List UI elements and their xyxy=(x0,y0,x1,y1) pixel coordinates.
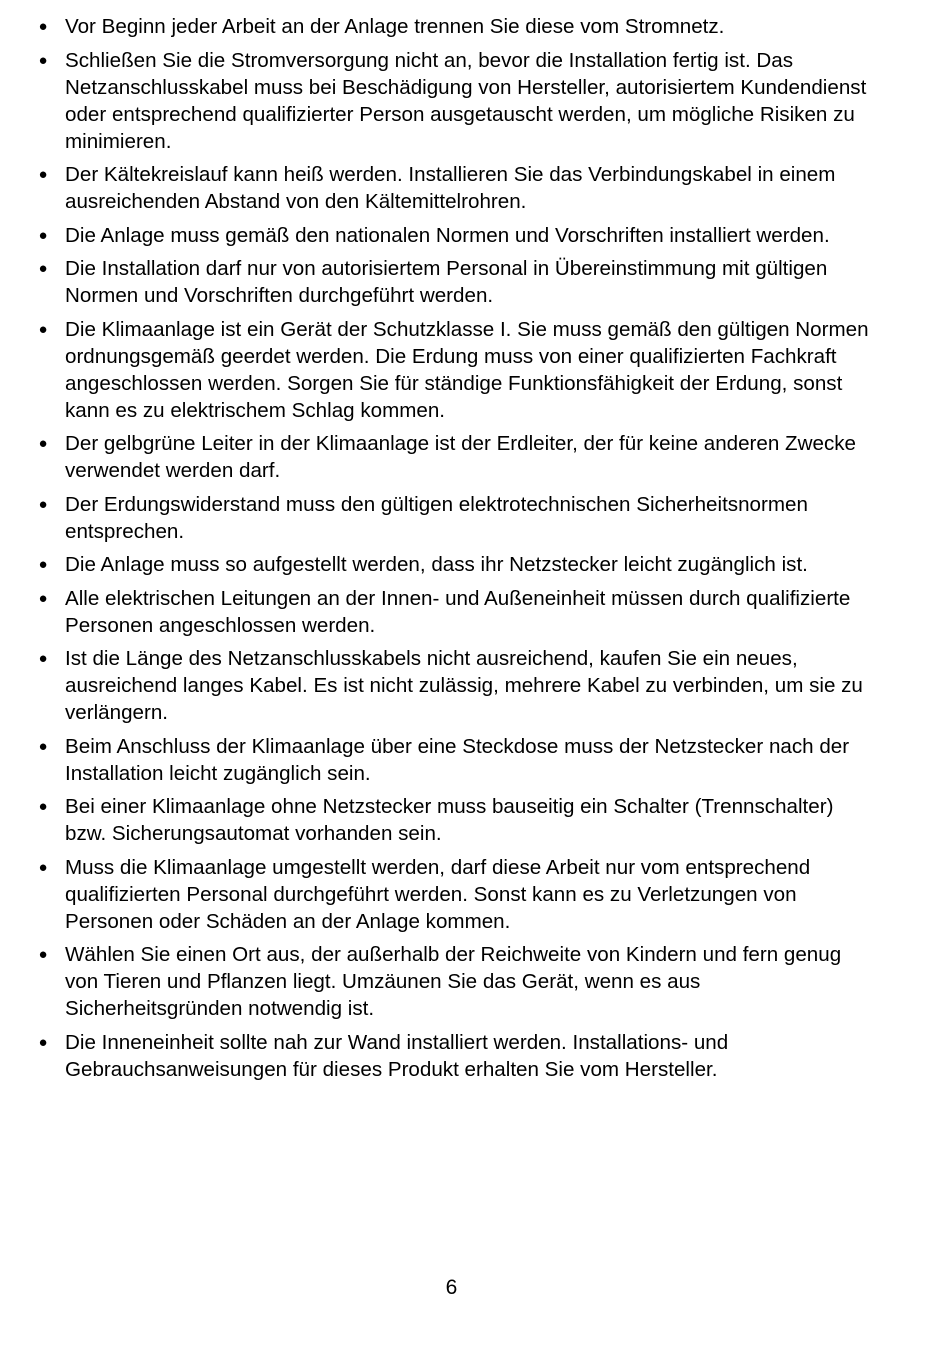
bullet-icon: ● xyxy=(38,556,48,573)
bullet-icon: ● xyxy=(38,737,48,755)
bullet-icon: ● xyxy=(38,858,48,876)
list-item-text: Der gelbgrüne Leiter in der Klimaanlage ist der Erdleiter, der für keine anderen Zwecke verwendet werden darf. xyxy=(65,432,856,482)
list-item-text: Die Anlage muss so aufgestellt werden, dass ihr Netzstecker leicht zugänglich ist. xyxy=(65,553,808,576)
bullet-icon: ● xyxy=(38,650,48,667)
list-item xyxy=(36,645,876,726)
list-item xyxy=(36,491,876,545)
list-item-text: Bei einer Klimaanlage ohne Netzstecker muss bauseitig ein Schalter (Trennschalter) bzw. Sicherungsautomat vorhanden sein. xyxy=(65,795,834,845)
list-item xyxy=(36,854,876,935)
bullet-icon: ● xyxy=(38,1033,48,1051)
list-item-text: Vor Beginn jeder Arbeit an der Anlage trennen Sie diese vom Stromnetz. xyxy=(65,15,725,38)
list-item xyxy=(36,585,876,639)
safety-instructions-list xyxy=(36,13,876,1089)
bullet-icon: ● xyxy=(38,946,48,963)
list-item-text: Der Erdungswiderstand muss den gültigen elektrotechnischen Sicherheitsnormen entsprechen. xyxy=(65,492,808,543)
list-item-text: Beim Anschluss der Klimaanlage über eine Steckdose muss der Netzstecker nach der Installation leicht zugänglich sein. xyxy=(65,734,850,785)
list-item xyxy=(36,551,876,578)
list-item xyxy=(36,316,876,424)
list-item xyxy=(36,161,876,215)
list-item-text: Ist die Länge des Netzanschlusskabels nicht ausreichend, kaufen Sie ein neues, ausreichend langes Kabel. Es ist nicht zulässig, mehrere Kabel zu verbinden, um sie zu verlängern. xyxy=(65,647,863,724)
list-item xyxy=(36,733,876,787)
bullet-icon: ● xyxy=(38,589,48,607)
list-item xyxy=(36,430,876,484)
list-item-text: Muss die Klimaanlage umgestellt werden, darf diese Arbeit nur vom entsprechend qualifizierten Personal durchgeführt werden. Sonst kann es zu Verletzungen von Personen oder Schäden an der Anlage kommen. xyxy=(65,855,811,933)
list-item xyxy=(36,47,876,155)
bullet-icon: ● xyxy=(38,495,48,513)
bullet-icon: ● xyxy=(38,166,48,183)
list-item xyxy=(36,13,876,40)
list-item-text: Die Klimaanlage ist ein Gerät der Schutzklasse I. Sie muss gemäß den gültigen Normen ordnungsgemäß geerdet werden. Die Erdung muss von einer qualifizierten Fachkraft angeschlossen werden. Sorgen Sie für ständige Funktionsfähigkeit der Erdung, sonst kann es zu elektrischem Schlag kommen. xyxy=(65,317,869,422)
list-item-text: Alle elektrischen Leitungen an der Innen- und Außeneinheit müssen durch qualifizierte Personen angeschlossen werden. xyxy=(65,586,851,637)
bullet-icon: ● xyxy=(38,18,48,35)
page-number: 6 xyxy=(445,1276,458,1299)
list-item-text: Der Kältekreislauf kann heiß werden. Installieren Sie das Verbindungskabel in einem ausreichenden Abstand von den Kältemittelrohren. xyxy=(65,163,836,213)
bullet-icon: ● xyxy=(38,320,48,338)
list-item-text: Schließen Sie die Stromversorgung nicht an, bevor die Installation fertig ist. Das Netzanschlusskabel muss bei Beschädigung von Hersteller, autorisiertem Kundendienst oder entsprechend qualifizierter Person ausgetauscht werden, um mögliche Risiken zu minimieren. xyxy=(65,48,867,153)
list-item-text: Wählen Sie einen Ort aus, der außerhalb der Reichweite von Kindern und fern genug von Tieren und Pflanzen liegt. Umzäunen Sie das Gerät, wenn es aus Sicherheitsgründen notwendig ist. xyxy=(65,943,842,1020)
list-item xyxy=(36,255,876,309)
list-item xyxy=(36,941,876,1022)
bullet-icon: ● xyxy=(38,798,48,815)
list-item xyxy=(36,222,876,249)
list-item-text: Die Installation darf nur von autorisiertem Personal in Übereinstimmung mit gültigen Normen und Vorschriften durchgeführt werden. xyxy=(65,257,828,307)
bullet-icon: ● xyxy=(38,435,48,452)
bullet-icon: ● xyxy=(38,260,48,277)
list-item-text: Die Inneneinheit sollte nah zur Wand installiert werden. Installations- und Gebrauchsanweisungen für dieses Produkt erhalten Sie vom Hersteller. xyxy=(65,1030,729,1081)
bullet-icon: ● xyxy=(38,226,48,244)
list-item-text: Die Anlage muss gemäß den nationalen Normen und Vorschriften installiert werden. xyxy=(65,223,830,247)
bullet-icon: ● xyxy=(38,51,48,69)
list-item xyxy=(36,793,876,847)
list-item xyxy=(36,1029,876,1083)
